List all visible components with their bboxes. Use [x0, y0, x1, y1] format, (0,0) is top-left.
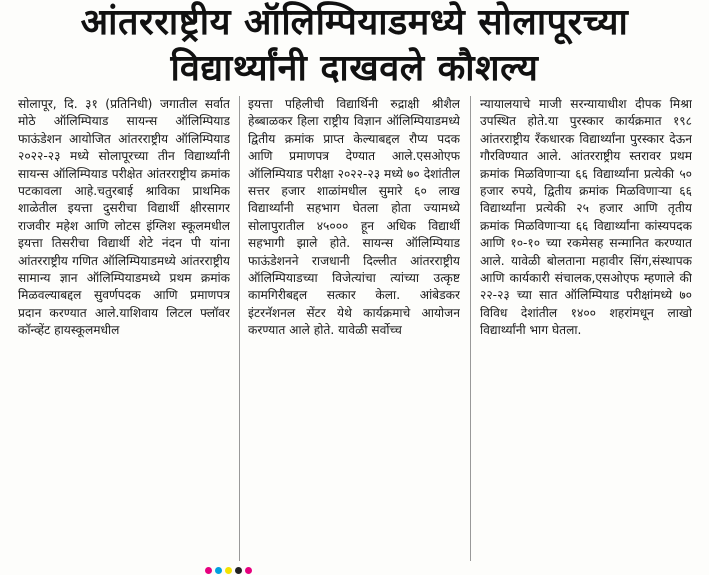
registration-dot: [245, 567, 252, 574]
registration-dot: [235, 567, 242, 574]
print-registration-marks: [205, 567, 252, 575]
column-divider: [470, 96, 471, 561]
headline: [0, 0, 709, 92]
registration-dot: [205, 567, 212, 574]
column-divider: [239, 96, 240, 561]
headline-line-2: विद्यार्थ्यांनी दाखवले कौशल्य: [170, 48, 539, 89]
registration-dot: [215, 567, 222, 574]
article-body: [18, 96, 692, 561]
article-column-3: न्यायालयाचे माजी सरन्यायाधीश दीपक मिश्रा उपस्थित होते.या पुरस्कार कार्यक्रमात १९८ आंतरराष्ट्रीय रँकधारक विद्यार्थ्यांना पुरस्कार देऊन गौरविण्यात आले. आंतरराष्ट्रीय स्तरावर प्रथम क्रमांक मिळविणाऱ्या ६६ विद्यार्थ्यांना प्रत्येकी ५० हजार रुपये, द्वितीय क्रमांक मिळविणाऱ्या ६६ विद्यार्थ्यांना प्रत्येकी २५ हजार आणि तृतीय क्रमांक मिळविणाऱ्या ६६ विद्यार्थ्यांना कांस्यपदक आणि १०-१० च्या रकमेसह सन्मानित करण्यात आले. यावेळी बोलताना महावीर सिंग,संस्थापक आणि कार्यकारी संचालक,एसओएफ म्हणाले की २२-२३ च्या सात ऑलिम्पियाड परीक्षांमध्ये ७० विविध देशांतील १४०० शहरांमधून लाखो विद्यार्थ्यांनी भाग घेतला.: [480, 97, 692, 338]
article-column-2: इयत्ता पहिलीची विद्यार्थिनी रुद्राक्षी श्रीशैल हेब्बाळकर हिला राष्ट्रीय विज्ञान ऑलिम्पियाडमध्ये द्वितीय क्रमांक प्राप्त केल्याबद्दल रौप्य पदक आणि प्रमाणपत्र देण्यात आले.एसओएफ ऑलिम्पियाड परीक्षा २०२२-२३ मध्ये ७० देशांतील सत्तर हजार शाळांमधील सुमारे ६० लाख विद्यार्थ्यांनी सहभाग घेतला होता ज्यामध्ये सोलापुरातील ४५००० हून अधिक विद्यार्थी सहभागी झाले होते. सायन्स ऑलिम्पियाड फाऊंडेशनने राजधानी दिल्लीत आंतरराष्ट्रीय ऑलिम्पियाडच्या विजेत्यांचा त्यांच्या उत्कृष्ट कामगिरीबद्दल सत्कार केला. आंबेडकर इंटरनॅशनल सेंटर येथे कार्यक्रमाचे आयोजन करण्यात आले होते. यावेळी सर्वोच्च: [248, 97, 460, 338]
article-column-1: सोलापूर, दि. ३१ (प्रतिनिधी) जगातील सर्वात मोठे ऑलिम्पियाड सायन्स ऑलिम्पियाड फाऊंडेशन आयोजित आंतरराष्ट्रीय ऑलिम्पियाड २०२२-२३ मध्ये सोलापूरच्या तीन विद्यार्थ्यांनी सायन्स ऑलिम्पियाड परीक्षेत आंतरराष्ट्रीय क्रमांक पटकावला आहे.चतुरबाई श्राविका प्राथमिक शाळेतील इयत्ता दुसरीचा विद्यार्थी क्षीरसागर राजवीर महेश आणि लोटस इंग्लिश स्कूलमधील इयत्ता तिसरीचा विद्यार्थी शेटे नंदन पी यांना आंतरराष्ट्रीय गणित ऑलिम्पियाडमध्ये आंतरराष्ट्रीय सामान्य ज्ञान ऑलिम्पियाडमध्ये प्रथम क्रमांक मिळवल्याबद्दल सुवर्णपदक आणि प्रमाणपत्र प्रदान करण्यात आले.याशिवाय लिटल फ्लॉवर कॉन्व्हेंट हायस्कूलमधील: [18, 97, 230, 338]
registration-dot: [225, 567, 232, 574]
headline-line-1: आंतरराष्ट्रीय ऑलिम्पियाडमध्ये सोलापूरच्या: [80, 2, 629, 43]
